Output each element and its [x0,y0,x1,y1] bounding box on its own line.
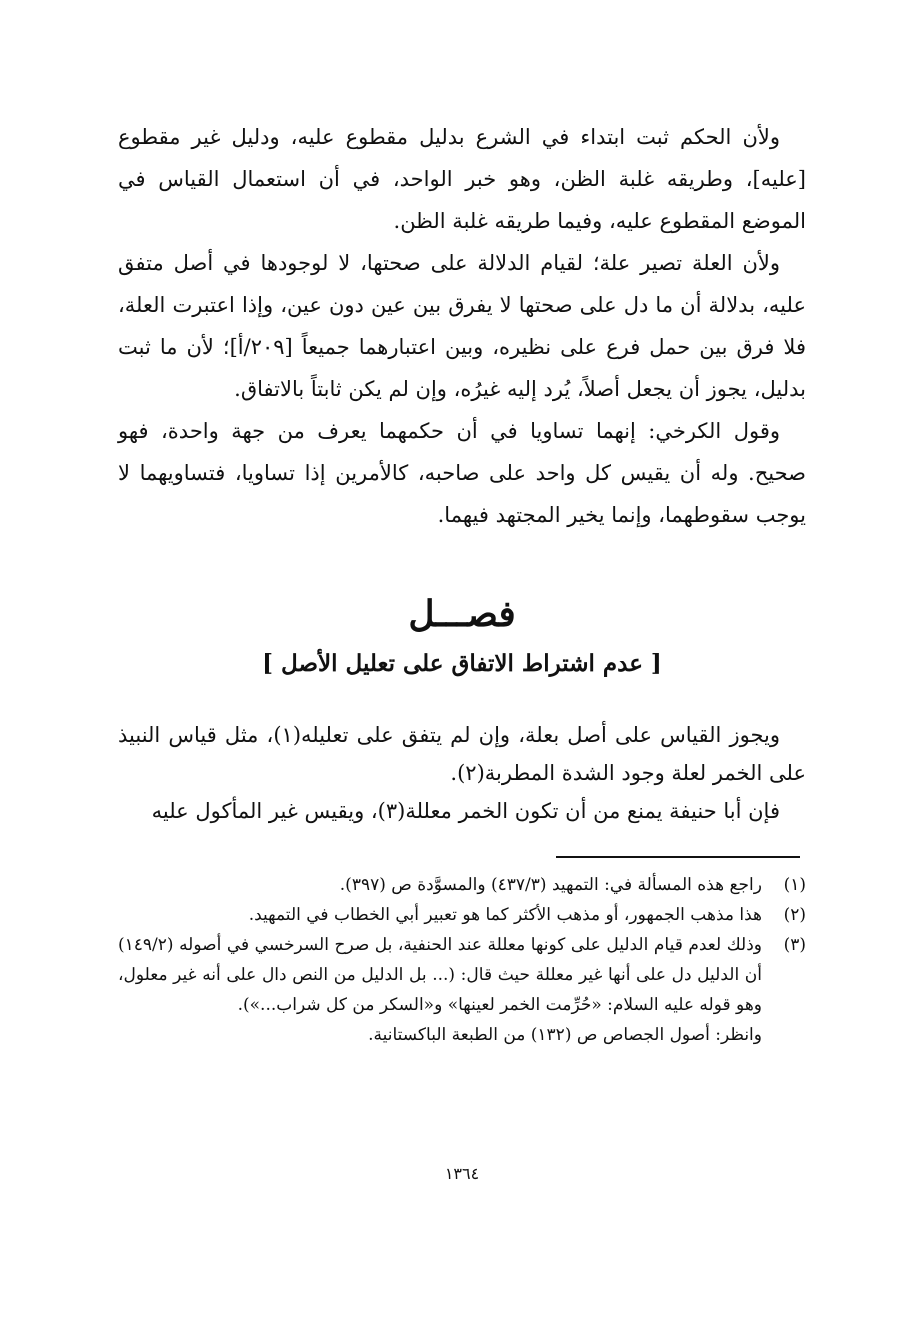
footnote-divider [556,856,800,858]
footnote-text: وذلك لعدم قيام الدليل على كونها معللة عند الحنفية، بل صرح السرخسي في أصوله (١٤٩/٢) أن الدليل دل على أنها غير معللة حيث قال: (... بل الدليل من النص دال على أنه غير معلول، وهو قوله عليه السلام: «حُرِّمت الخمر لعينها» و«السكر من كل شراب...»). [118,935,762,1015]
footnotes [118,870,806,1050]
footnote-text: راجع هذه المسألة في: التمهيد (٤٣٧/٣) والمسوَّدة ص (٣٩٧). [339,875,762,895]
footnote-item [118,900,806,930]
page-number: ١٣٦٤ [444,1164,480,1183]
footnote-number: (٣) [783,935,806,955]
paragraph: ولأن الحكم ثبت ابتداء في الشرع بدليل مقطوع عليه، ودليل غير مقطوع [عليه]، وطريقه غلبة الظن، وهو خبر الواحد، في أن استعمال القياس في الموضع المقطوع عليه، وفيما طريقه غلبة الظن. [118,125,806,233]
paragraph: ولأن العلة تصير علة؛ لقيام الدلالة على صحتها، لا لوجودها في أصل متفق عليه، بدلالة أن ما دل على صحتها لا يفرق بين عين دون عين، وإذا اعتبرت العلة، فلا فرق بين حمل فرع على نظيره، وبين اعتبارهما جميعاً [٢٠٩/أ]؛ لأن ما ثبت بدليل، يجوز أن يجعل أصلاً، يُرد إليه غيرُه، وإن لم يكن ثابتاً بالاتفاق. [118,251,806,401]
footnote-item [118,870,806,900]
section-subtitle: [ عدم اشتراط الاتفاق على تعليل الأصل ] [262,650,662,677]
section-body [118,716,806,830]
paragraph: ويجوز القياس على أصل بعلة، وإن لم يتفق على تعليله(١)، مثل قياس النبيذ على الخمر لعلة وجود الشدة المطربة(٢). [118,723,806,785]
footnote-item [118,930,806,1020]
section-heading: فصـــل [408,593,516,635]
footnote-number: (١) [783,875,806,895]
footnote-continuation: وانظر: أصول الجصاص ص (١٣٢) من الطبعة الباكستانية. [368,1025,762,1045]
footnote-number: (٢) [783,905,806,925]
paragraph: وقول الكرخي: إنهما تساويا في أن حكمهما يعرف من جهة واحدة، فهو صحيح. وله أن يقيس كل واحد على صاحبه، كالأمرين إذا تساويا، فتساويهما لا يوجب سقوطهما، وإنما يخير المجتهد فيهما. [118,419,806,527]
main-text [118,116,806,536]
footnote-text: هذا مذهب الجمهور، أو مذهب الأكثر كما هو تعبير أبي الخطاب في التمهيد. [248,905,762,925]
section-header [118,592,806,684]
paragraph: فإن أبا حنيفة يمنع من أن تكون الخمر معللة(٣)، ويقيس غير المأكول عليه [151,799,780,823]
